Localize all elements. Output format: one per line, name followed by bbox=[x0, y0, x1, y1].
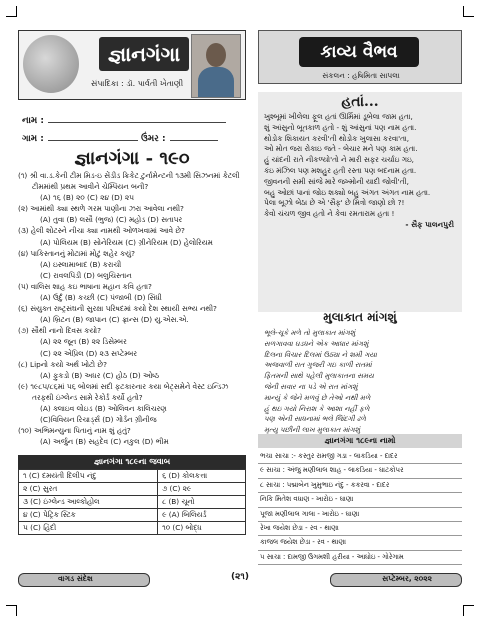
answers-table bbox=[18, 469, 246, 535]
age-label: ઉંમર : bbox=[141, 134, 166, 144]
question-options: (A) તુવા (B) લસૌ (ભુજ) (C) મહોડ (D) સતાપર bbox=[40, 215, 183, 225]
question-options: (A) બ્રિટન (B) જાપાન (C) ફ્રાન્સ (D) યુ.એસ.એ. bbox=[40, 315, 189, 325]
photo-body bbox=[198, 67, 234, 97]
answers-title: જ્ઞાનગંગા ૧૮૯ના જવાબ bbox=[18, 455, 246, 469]
brain-illustration bbox=[23, 35, 79, 93]
question-list bbox=[18, 170, 246, 447]
age-line bbox=[170, 132, 218, 141]
question-text: (૧૦) અભિમન્યુના પિતાનું નામ શું હતું? bbox=[18, 426, 131, 436]
question-text: (૬) સંયુક્ત રાષ્ટ્રસંઘની સુરક્ષા પરિષદમાં કયો દેશ સ્થાયી સભ્ય નથી? bbox=[18, 304, 217, 314]
mulakat-line: જેની સવાર ના પડે એ રાત માંગશું bbox=[264, 381, 358, 391]
answer-cell: ૮ (B) ચૂનો bbox=[158, 496, 246, 509]
mulakat-line: સળગાવવા ઘડધને એક આધાર માંગશું bbox=[264, 338, 369, 348]
poem-author: - સૈફ પાલનપુરી bbox=[405, 219, 454, 229]
winners-title: જ્ઞાનગંગા ૧૮૯ના નામો bbox=[258, 434, 462, 448]
gyan-ganga-banner bbox=[18, 30, 246, 100]
mulakat-line: મૃત્યુ પછીની લાખ મુલાકાત માંગશું bbox=[264, 425, 361, 435]
mulakat-title: મુલાકાત માંગશું bbox=[323, 310, 397, 324]
answer-row bbox=[19, 522, 246, 535]
mulakat-lines bbox=[264, 328, 456, 436]
kavya-vaibhav-column bbox=[258, 30, 462, 570]
mulakat-line: ફિતમની સાથે પહેલી મુલાકાતના સમય bbox=[264, 371, 374, 381]
answer-row bbox=[19, 496, 246, 509]
quiz-section-title: જ્ઞાનગંગા - ૧૯૦ bbox=[74, 148, 190, 169]
poem-line: હું ચાંદની રાતે નીકળ્યો'તો ને મારી સફર ચર્ચાઇ ગઇ, bbox=[264, 155, 414, 165]
question-options: (A) ૨૨ જૂન (B) ૨૨ ડિસેમ્બર bbox=[40, 337, 127, 347]
answer-cell: ૪ (C) પેટ્રિક સ્ટિક bbox=[19, 509, 158, 522]
poem-line: શું આંસુનો બૂતકાળ હતો - શું આંસુનાં પણ નામ હતા. bbox=[264, 122, 417, 132]
footer-magazine-name: વાગડ સંદેશ bbox=[58, 574, 93, 583]
question-options: (A) ૧૬ (B) ૨૦ (C) ૨૪ (D) ૨૫ bbox=[40, 193, 134, 203]
crop-mark-tl bbox=[6, 6, 17, 17]
crop-mark-bl bbox=[6, 605, 17, 616]
question-options: (C) ૨૨ એપ્રિલ (D) ૨૩ સપ્ટેમ્બર bbox=[40, 348, 137, 358]
answer-cell: ૨ (C) સુરત bbox=[19, 483, 158, 496]
question-options: (A) અર્જુન (B) સહદેવ (C) નકુલ (D) ભીમ bbox=[40, 437, 169, 447]
crop-mark-tr bbox=[463, 6, 474, 17]
question-text: (૨) આમાંથી ક્યા સ્થળે ગરમ પાણીના ઝરા આવેલા નથી? bbox=[18, 204, 184, 214]
footer-page-number: (૨૧) bbox=[231, 572, 249, 582]
question-options: (A) ઉર્દુ (B) કચ્છી (C) પંજાબી (D) સિંધી bbox=[40, 293, 162, 303]
poem-line: પેલા બૂઝો બેઠા છે એ 'સૈફ' છે મિત્રો જાણો છો ?! bbox=[264, 198, 405, 208]
mulakat-line: દિલના વિચાર દિલમાં ઉઠ્યા ને શમી ગયા bbox=[264, 349, 377, 359]
answer-cell: ૧ (C) દમયંતી દિલીપ નંદુ bbox=[19, 470, 158, 483]
mulakat-line: પણ એની સાધનામાં ભલે જિંદગી ઢળે bbox=[264, 414, 366, 424]
question-text: (૩) હેલી શોટસ્ને નીચા ક્યા નામથી ઓળખવામાં આવે છે? bbox=[18, 226, 185, 236]
question-options: (A) પોલિયમ (B) સોનેરિયમ (C) ગ્રીનેરિયમ (D) હેલોરિયમ bbox=[40, 237, 213, 247]
poem-lines bbox=[258, 112, 462, 220]
gyan-ganga-column bbox=[18, 30, 246, 570]
photo-head bbox=[206, 43, 226, 67]
crop-mark-br bbox=[463, 605, 474, 616]
winner-row: ભચા સાચા :- કસ્તુર રામજી ગડા - લાકડિયા - દાદર bbox=[258, 450, 462, 464]
question-options: (C)વિવિયન રિચાર્ડ્સ (D) ગોર્ડન ગ્રીનીજ bbox=[40, 415, 157, 425]
question-text: (૮) Lipનો કયો અર્થ ખોટો છે? bbox=[18, 359, 107, 369]
answer-cell: ૯ (A) બિલિયર્ડ bbox=[158, 509, 246, 522]
village-field bbox=[22, 132, 218, 144]
answer-row bbox=[19, 483, 246, 496]
editor-photo bbox=[191, 34, 241, 98]
kavya-title: કાવ્ય વૈભવ bbox=[299, 37, 419, 67]
question-options: (A) ક્લાઇવ લોઇડ (B) ઓલિવન કાલિચરણ bbox=[40, 403, 167, 413]
gyan-ganga-editor: સંપાદિકા : ડૉ. પાર્વતી ખેતાણી bbox=[90, 79, 184, 88]
kavya-compiler: સંકલન : હષિમિતા સાપલા bbox=[322, 71, 400, 80]
mulakat-line: માન્યું કે જેને મળવું છે તેઓ નથી મળે bbox=[264, 392, 371, 402]
name-line bbox=[48, 114, 226, 123]
question-text: (૯) ૧૯૮૫/૮૬માં ૫૬ બોલમાં સદી ફટકારનાર કયા બેટ્સમેને વેસ્ટ ઇન્ડિઝ તરફથી ઇંગ્લેન્ડ સામે રેકોર્ડ કર્યો હતો? bbox=[18, 381, 229, 402]
village-label: ગામ : bbox=[22, 134, 44, 144]
mulakat-line: હું થઇ ગયો નિરાશ કે આશા નહીં ફળે bbox=[264, 403, 370, 413]
answer-cell: ૧૦ (C) બોદ્ધ bbox=[158, 522, 246, 535]
question-options: (A) ફુકડો (B) અધર (C) હોઠ (D) ઓષ્ઠ bbox=[40, 370, 160, 380]
poem-line: થોડોક શિકાયત કરવી'તી થોડોક ખુલાસા કરવા'તા, bbox=[264, 133, 410, 143]
page-footer bbox=[18, 570, 462, 588]
winner-row: નિકિ મિતેશ વધાણ - ખારોઇ - ઘાણા bbox=[258, 493, 462, 507]
magazine-page bbox=[18, 30, 462, 592]
mulakat-line: અજવાળી રાત ગુજરી ગઇ કાળી રાતમાં bbox=[264, 360, 372, 370]
answer-cell: ૩ (C) ઇંગ્લેન્ડ આલ્કોહોલ bbox=[19, 496, 158, 509]
name-label: નામ : bbox=[22, 116, 44, 126]
poem-line: બહુ ઓછાં પાનાં જોઇ શક્યો બહુ અંગત અંગત નામ હતા. bbox=[264, 187, 431, 197]
question-options: (A) ઇસ્લામાબાદ (B) કરાચી bbox=[40, 259, 122, 269]
name-field bbox=[22, 114, 226, 126]
question-text: (૪) પાકિસ્તાનનું મોટામાં મોટું શહેર કયું? bbox=[18, 248, 136, 258]
poem-line: જીવનની સમી સાંજે મારે જખ્મોની યાદી જોવી'તી, bbox=[264, 176, 409, 186]
winner-row: ૫ સાચા : દામજી ઉગમશી હરીયા - આધોઇ - ગોરેગામ bbox=[258, 551, 462, 565]
poem-box bbox=[258, 92, 462, 312]
answers-box bbox=[18, 455, 246, 535]
winners-list bbox=[258, 450, 462, 565]
mulakat-poem bbox=[264, 328, 456, 447]
winner-row: ૮ સાચા : પદ્માબેન ખુમુભાઇ નંદુ - કકરવા - દાદર bbox=[258, 479, 462, 493]
answer-cell: ૭ (C) ૨૯ bbox=[158, 483, 246, 496]
answer-cell: ૫ (C) હિંદી bbox=[19, 522, 158, 535]
question-options: (C) રાવલપિંડી (D) બલુચિસ્તાન bbox=[40, 270, 132, 280]
poem-line: કંઇ મંઝિલ પણ મશહુર હતી રસ્તા પણ બદનામ હતા. bbox=[264, 165, 417, 175]
poem-line: કેવો ચંચળ જીવ હતો ને કેવા રમતારામ હતા ! bbox=[264, 209, 395, 219]
answer-row bbox=[19, 509, 246, 522]
question-text: (૧) શ્રી વા.ડ.કેની ટીમ મિડ-ઇ સેંડીડ ક્રિકેટ ટુર્નામેન્ટની ૧૩મી સિઝનમાં કેટલી ટીમમાંથી પ્રથમ આવીને ચેમ્પિયન બની? bbox=[18, 171, 240, 192]
answer-cell: ૬ (D) કોલકત્તા bbox=[158, 470, 246, 483]
mulakat-line: ભૂલે-ચૂકે મળે તો મુલાકાત માંગશું bbox=[264, 328, 356, 337]
poem-line: ઓ મોત જરા રોકાઇ જતે - બેચાર મને પણ કામ હતા. bbox=[264, 144, 418, 154]
gyan-ganga-title: જ્ઞાનગંગા bbox=[99, 37, 189, 71]
question-text: (૫) વાલિસ શાહ કઇ ભાષાના મહાન કવિ હતા? bbox=[18, 281, 152, 291]
winner-row: રેખા જયેશ છેડા - રવ - થાણા bbox=[258, 522, 462, 536]
question-text: (૭) સૌથી નાનો દિવસ કયો? bbox=[18, 326, 102, 336]
footer-issue-date: સપ્ટેમ્બર, ૨૦૨૨ bbox=[382, 574, 432, 583]
winner-row: ૯ સાચા : અંજુ મણીલાલ શાહ - લાકડિયા - ઘાટકોપર bbox=[258, 464, 462, 478]
winner-row: કાજલ જયેશ છેડા - રવ - થાણા bbox=[258, 536, 462, 550]
village-line bbox=[48, 132, 138, 141]
winner-row: પૂજા મણીલાલ ગાલા - ખારોઇ - ઘાણા bbox=[258, 508, 462, 522]
poem-title: હતાં... bbox=[341, 94, 379, 110]
poem-line: ખુશ્બૂમાં ખીલેલા ફૂલ હતાં ઊર્મિમાં ડૂબેલા જામ હતા, bbox=[264, 112, 413, 121]
kavya-banner bbox=[258, 30, 462, 84]
answer-row bbox=[19, 470, 246, 483]
